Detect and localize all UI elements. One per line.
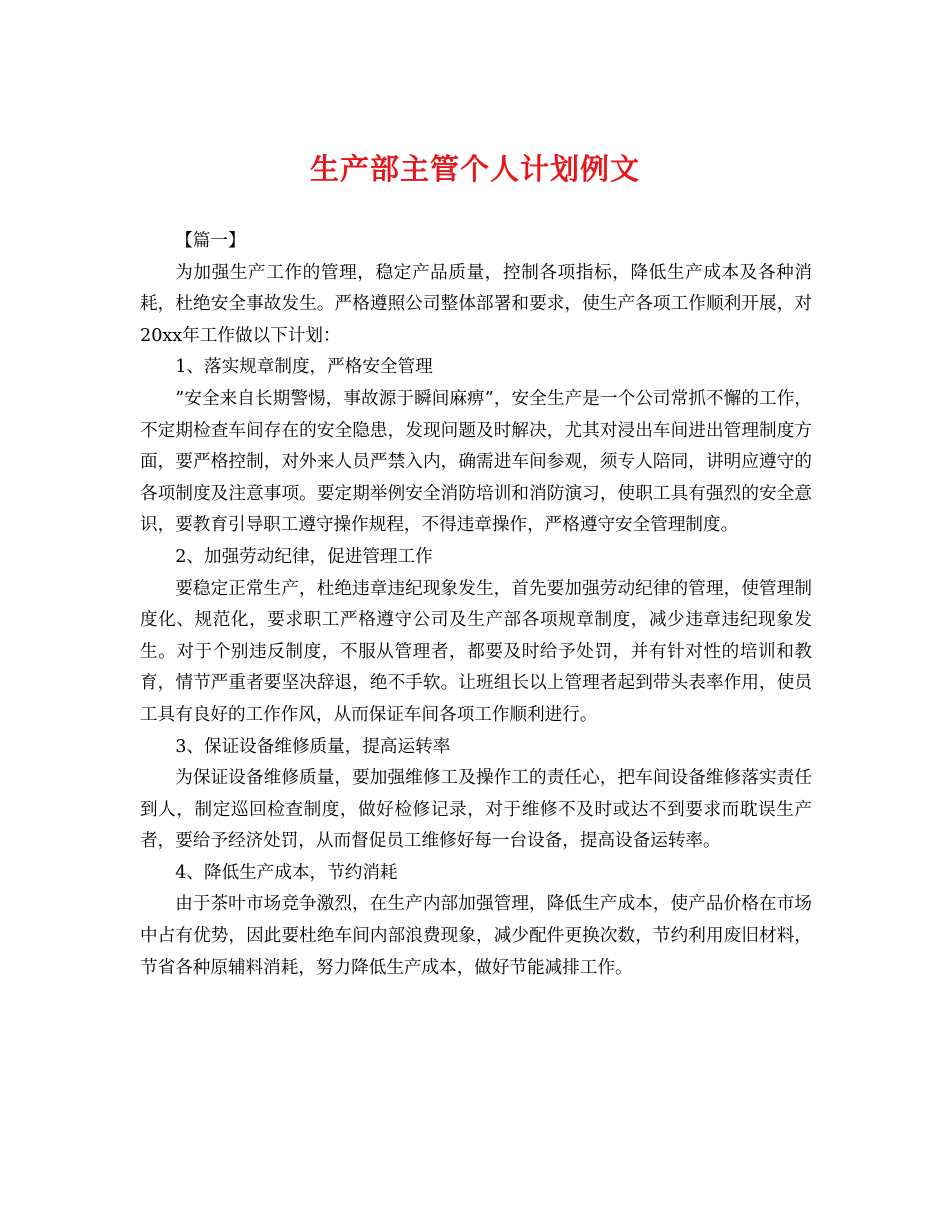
paragraph-3: 为保证设备维修质量，要加强维修工及操作工的责任心，把车间设备维修落实责任到人，制定巡回检查制度，做好检修记录，对于维修不及时或达不到要求而耽误生产者，要给予经济处罚，从而督促员工维修好每一台设备，提高设备运转率。: [140, 768, 812, 852]
section-label: 【篇一】: [175, 231, 246, 251]
heading-4: 4、降低生产成本，节约消耗: [175, 862, 398, 883]
paragraph-1: ”安全来自长期警惕，事故源于瞬间麻痹”，安全生产是一个公司常抓不懈的工作，不定期检查车间存在的安全隐患，发现问题及时解决，尤其对浸出车间进出管理制度方面，要严格控制，对外来人员严禁入内，确需进车间参观，须专人陪同，讲明应遵守的各项制度及注意事项。要定期举例安全消防培训和消防演习，使职工具有强烈的安全意识，要教育引导职工遵守操作规程，不得违章操作，严格遵守安全管理制度。: [140, 388, 812, 536]
paragraph-4: 由于茶叶市场竞争激烈，在生产内部加强管理，降低生产成本，使产品价格在市场中占有优势，因此要杜绝车间内部浪费现象，减少配件更换次数，节约利用废旧材料，节省各种原辅料消耗，努力降低生产成本，做好节能减排工作。: [140, 894, 812, 978]
heading-3: 3、保证设备维修质量，提高运转率: [175, 736, 451, 757]
heading-1: 1、落实规章制度，严格安全管理: [175, 357, 433, 378]
document-title: 生产部主管个人计划例文: [309, 152, 640, 187]
document-body: [140, 226, 812, 984]
paragraph-2: 要稳定正常生产，杜绝违章违纪现象发生，首先要加强劳动纪律的管理，使管理制度化、规范化，要求职工严格遵守公司及生产部各项规章制度，减少违章违纪现象发生。对于个别违反制度，不服从管理者，都要及时给予处罚，并有针对性的培训和教育，情节严重者要坚决辞退，绝不手软。让班组长以上管理者起到带头表率作用，使员工具有良好的工作作风，从而保证车间各项工作顺利进行。: [140, 578, 812, 725]
intro-paragraph: 为加强生产工作的管理，稳定产品质量，控制各项指标，降低生产成本及各种消耗，杜绝安全事故发生。严格遵照公司整体部署和要求，使生产各项工作顺利开展，对20xx年工作做以下计划：: [140, 262, 812, 346]
heading-2: 2、加强劳动纪律，促进管理工作: [175, 546, 433, 567]
